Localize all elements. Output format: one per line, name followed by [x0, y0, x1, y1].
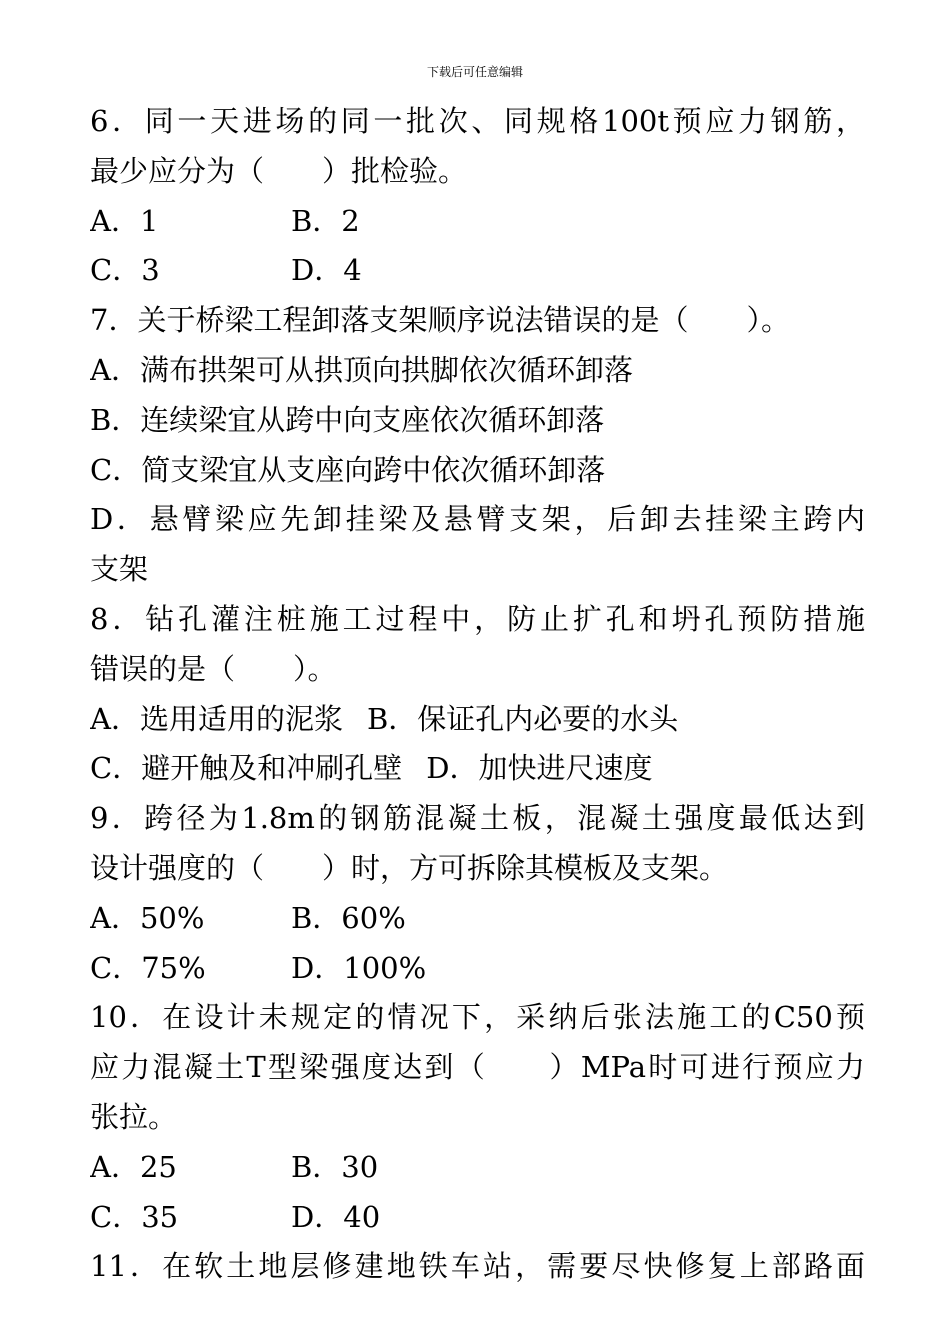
option-d: D．加快进尺速度: [426, 751, 653, 786]
question-7-stem-line-1: 7．关于桥梁工程卸落支架顺序说法错误的是（ ）。: [90, 303, 790, 338]
question-6-option-row-1: [90, 197, 865, 247]
question-8-stem-line-1: 8．钻孔灌注桩施工过程中，防止扩孔和坍孔预防措施: [90, 601, 865, 636]
option-c: C．35: [90, 1199, 179, 1234]
option-b: B．保证孔内必要的水头: [366, 701, 679, 736]
option-c: C．避开触及和冲刷孔壁: [90, 751, 403, 786]
option-c: C．3: [90, 253, 160, 288]
question-8-option-row-1: [90, 695, 865, 745]
question-6-stem-line-1: 6．同一天进场的同一批次、同规格100t预应力钢筋，: [90, 104, 865, 138]
question-10-option-row-2: [90, 1193, 865, 1243]
question-8-option-row-2: [90, 744, 865, 794]
question-11-stem-line-1: 11．在软土地层修建地铁车站，需要尽快修复上部路面: [90, 1249, 865, 1284]
question-7-option-a: A．满布拱架可从拱顶向拱脚依次循环卸落: [90, 352, 633, 387]
page-header-note: 下载后可任意编辑: [426, 65, 523, 79]
option-a: A．50%: [90, 900, 205, 935]
question-7-option-c: C．简支梁宜从支座向跨中依次循环卸落: [90, 452, 606, 487]
question-6-option-row-2: [90, 246, 865, 296]
option-a: A．选用适用的泥浆: [90, 701, 343, 736]
option-a: A．25: [90, 1149, 177, 1184]
option-d: D．40: [291, 1199, 381, 1234]
question-6-stem-line-2: 最少应分为（ ）批检验。: [90, 153, 468, 188]
question-10-stem-line-3: 张拉。: [90, 1099, 178, 1134]
question-10-stem-line-1: 10．在设计未规定的情况下，采纳后张法施工的C50预: [90, 1000, 865, 1035]
question-9-stem-line-1: 9．跨径为1.8m的钢筋混凝土板，混凝土强度最低达到: [90, 801, 865, 836]
question-10-option-row-1: [90, 1143, 865, 1193]
question-7-option-d-line-2: 支架: [90, 552, 149, 587]
option-d: D．4: [291, 253, 362, 288]
question-list: [90, 97, 865, 1292]
question-9-stem-line-2: 设计强度的（ ）时，方可拆除其模板及支架。: [90, 850, 729, 885]
option-b: B．60%: [291, 900, 406, 935]
option-b: B．2: [291, 203, 360, 238]
option-d: D．100%: [291, 950, 427, 985]
question-8-stem-line-2: 错误的是（ ）。: [90, 651, 337, 686]
question-7-option-b: B．连续梁宜从跨中向支座依次循环卸落: [90, 402, 605, 437]
option-a: A．1: [90, 203, 159, 238]
question-9-option-row-2: [90, 944, 865, 994]
option-c: C．75%: [90, 950, 206, 985]
question-7-option-d-line-1: D．悬臂梁应先卸挂梁及悬臂支架，后卸去挂梁主跨内: [90, 502, 865, 537]
question-10-stem-line-2: 应力混凝土T型梁强度达到（ ）MPa时可进行预应力: [90, 1050, 865, 1085]
question-9-option-row-1: [90, 894, 865, 944]
option-b: B．30: [291, 1149, 379, 1184]
